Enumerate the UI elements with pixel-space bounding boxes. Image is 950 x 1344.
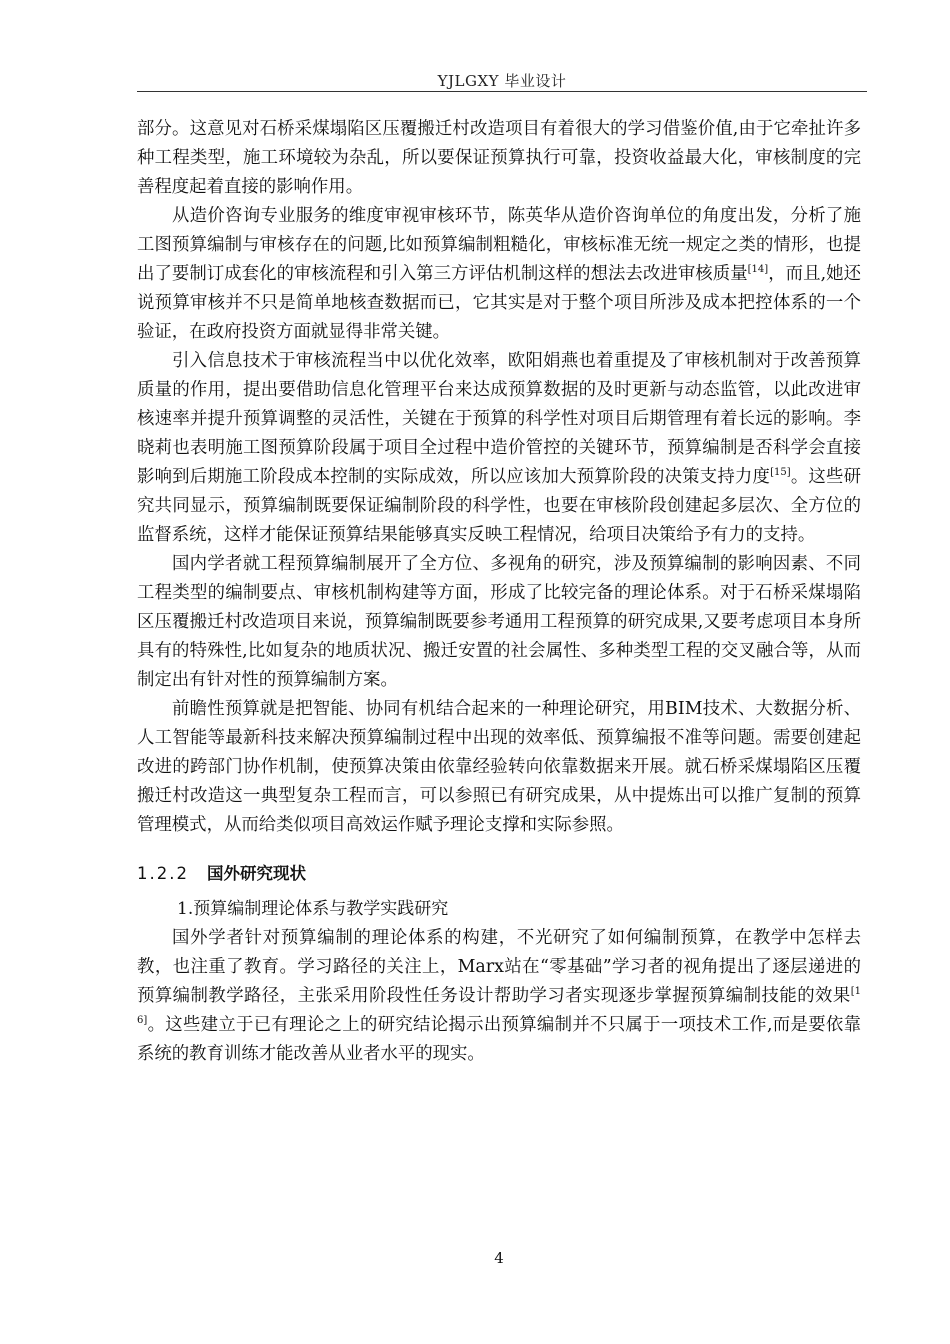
paragraph-chen-yinghua <box>137 202 861 347</box>
body-text <box>137 115 861 1069</box>
paragraph-text: 国外学者针对预算编制的理论体系的构建，不光研究了如何编制预算，在教学中怎样去教，也注重了教育。学习路径的关注上，Marx站在“零基础”学习者的视角提出了逐层递进的预算编制教学路径，主张采用阶段性任务设计帮助学习者实现逐步掌握预算编制技能的效果 <box>137 928 861 1006</box>
paragraph-forward-budget <box>137 695 861 840</box>
paragraph-ouyang-juanyan <box>137 347 861 550</box>
paragraph-foreign-research <box>137 924 861 1069</box>
paragraph-text: 。这些研究共同显示，预算编制既要保证编制阶段的科学性，也要在审核阶段创建起多层次、全方位的监督系统，这样才能保证预算结果能够真实反映工程情况，给项目决策给予有力的支持。 <box>137 467 861 545</box>
citation-reference[interactable]: [14] <box>747 264 769 276</box>
paragraph-text: 从造价咨询专业服务的维度审视审核环节，陈英华从造价咨询单位的角度出发，分析了施工图预算编制与审核存在的问题,比如预算编制粗糙化，审核标准无统一规定之类的情形，也提出了要制订成套化的审核流程和引入第三方评估机制这样的想法去改进审核质量 <box>137 206 861 284</box>
subsection-heading: 1.预算编制理论体系与教学实践研究 <box>177 899 449 919</box>
paragraph-text: 前瞻性预算就是把智能、协同有机结合起来的一种理论研究，用BIM技术、大数据分析、人工智能等最新科技来解决预算编制过程中出现的效率低、预算编报不准等问题。需要创建起改进的跨部门协作机制，使预算决策由依靠经验转向依靠数据来开展。就石桥采煤塌陷区压覆搬迁村改造这一典型复杂工程而言，可以参照已有研究成果，从中提炼出可以推广复制的预算管理模式，从而给类似项目高效运作赋予理论支撑和实际参照。 <box>137 699 861 835</box>
section-title: 国外研究现状 <box>206 864 306 883</box>
citation-reference[interactable]: [16] <box>137 986 861 1027</box>
citation-reference[interactable]: [15] <box>770 467 791 479</box>
section-heading <box>137 859 861 889</box>
paragraph-text: ，而且,她还说预算审核并不只是简单地核查数据而已，它其实是对于整个项目所涉及成本把控体系的一个验证，在政府投资方面就显得非常关键。 <box>137 264 861 342</box>
page-number: 4 <box>494 1249 504 1267</box>
paragraph-continued <box>137 115 861 202</box>
paragraph-text: 部分。这意见对石桥采煤塌陷区压覆搬迁村改造项目有着很大的学习借鉴价值,由于它牵扯许多种工程类型，施工环境较为杂乱，所以要保证预算执行可靠，投资收益最大化，审核制度的完善程度起着直接的影响作用。 <box>137 119 861 197</box>
paragraph-domestic-summary <box>137 550 861 695</box>
paragraph-text: 国内学者就工程预算编制展开了全方位、多视角的研究，涉及预算编制的影响因素、不同工程类型的编制要点、审核机制构建等方面，形成了比较完备的理论体系。对于石桥采煤塌陷区压覆搬迁村改造项目来说，预算编制既要参考通用工程预算的研究成果,又要考虑项目本身所具有的特殊性,比如复杂的地质状况、搬迁安置的社会属性、多种类型工程的交叉融合等，从而制定出有针对性的预算编制方案。 <box>137 554 861 690</box>
paragraph-text: 。这些建立于已有理论之上的研究结论揭示出预算编制并不只属于一项技术工作,而是要依靠系统的教育训练才能改善从业者水平的现实。 <box>137 1015 861 1064</box>
paragraph-text: 引入信息技术于审核流程当中以优化效率，欧阳娟燕也着重提及了审核机制对于改善预算质量的作用，提出要借助信息化管理平台来达成预算数据的及时更新与动态监管，以此改进审核速率并提升预算调整的灵活性，关键在于预算的科学性对项目后期管理有着长远的影响。李晓莉也表明施工图预算阶段属于项目全过程中造价管控的关键环节，预算编制是否科学会直接影响到后期施工阶段成本控制的实际成效，所以应该加大预算阶段的决策支持力度 <box>137 351 861 487</box>
section-number: 1.2.2 <box>137 864 189 883</box>
header-rule <box>137 91 867 92</box>
running-header: YJLGXY 毕业设计 <box>437 72 567 90</box>
